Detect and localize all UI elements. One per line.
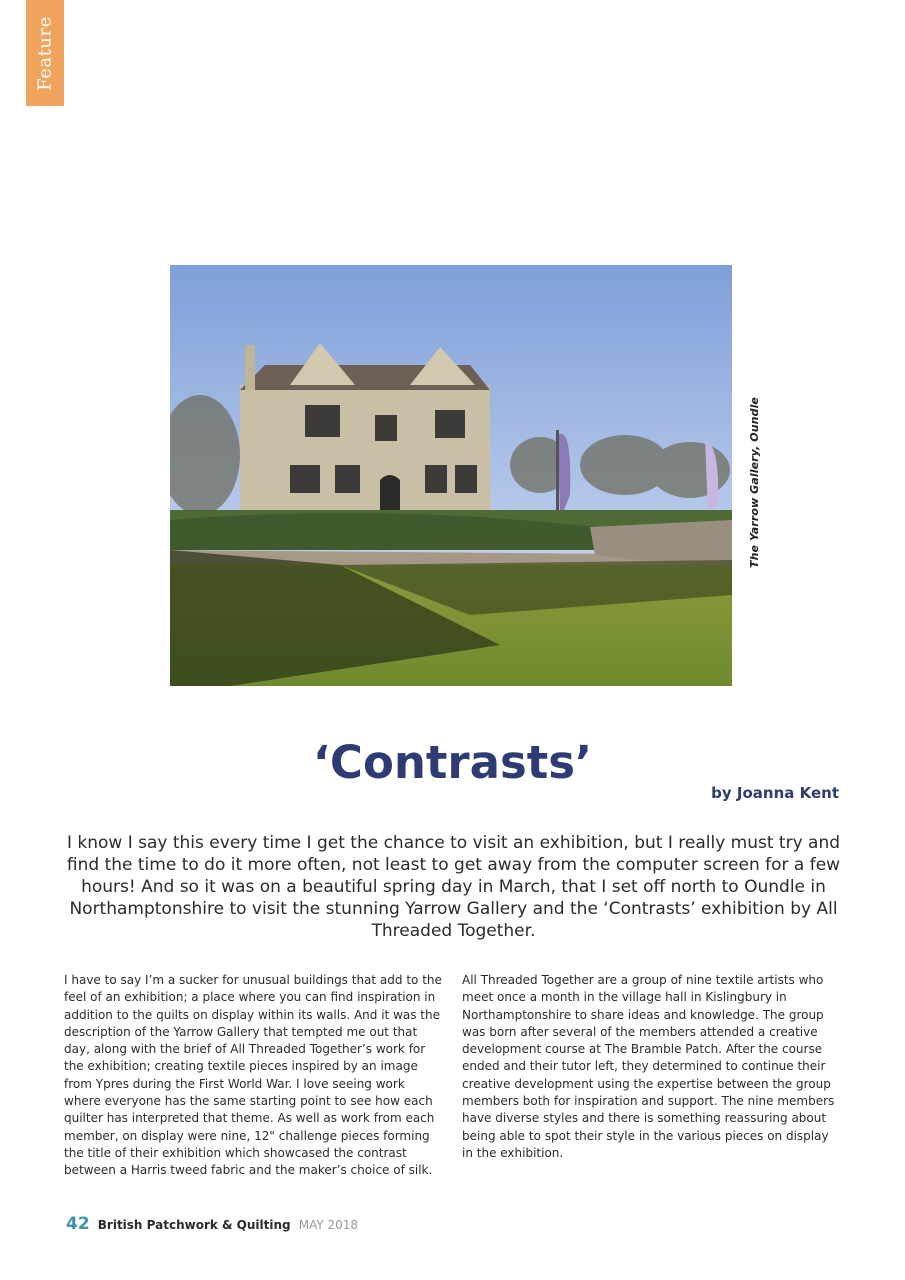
article-column-left: I have to say I’m a sucker for unusual buildings that add to the feel of an exhibition; a place where you can find inspiration in addition to the quilts on display within its walls. And it was the description of the Yarrow Gallery that tempted me out that day, along with the brief of All Threaded Together’s work for the exhibition; creating textile pieces inspired by an image from Ypres during the First World War. I love seeing work where everyone has the same starting point to see how each quilter has interpreted that theme. As well as work from each member, on display were nine, 12" challenge pieces forming the title of their exhibition which showcased the contrast between a Harris tweed fabric and the maker’s choice of silk. [64,973,442,1178]
gallery-photo-illustration [170,265,732,686]
publication-name: British Patchwork & Quilting [97,1218,291,1232]
section-tab-label: Feature [34,15,56,91]
article-column-right: All Threaded Together are a group of nine textile artists who meet once a month in the village hall in Kislingbury in Northamptonshire to share ideas and knowledge. The group was born after several of the members attended a creative development course at The Bramble Patch. After the course ended and their tutor left, they determined to continue their creative development using the expertise between the group members both for inspiration and support. The nine members have diverse styles and there is something reassuring about being able to spot their style in the various pieces on display in the exhibition. [462,973,835,1160]
photo-caption: The Yarrow Gallery, Oundle [748,397,761,569]
article-byline: by Joanna Kent [711,784,839,802]
section-tab [26,0,64,106]
page-footer [66,1214,358,1234]
issue-date: MAY 2018 [298,1218,359,1232]
article-title: ‘Contrasts’ [312,736,593,789]
article-intro: I know I say this every time I get the chance to visit an exhibition, but I really must try and find the time to do it more often, not least to get away from the computer screen for a few hours! And so it was on a beautiful spring day in March, that I set off north to Oundle in Northamptonshire to visit the stunning Yarrow Gallery and the ‘Contrasts’ exhibition by All Threaded Together. [66,833,841,941]
page-number: 42 [66,1214,90,1234]
gallery-photo [170,265,732,686]
